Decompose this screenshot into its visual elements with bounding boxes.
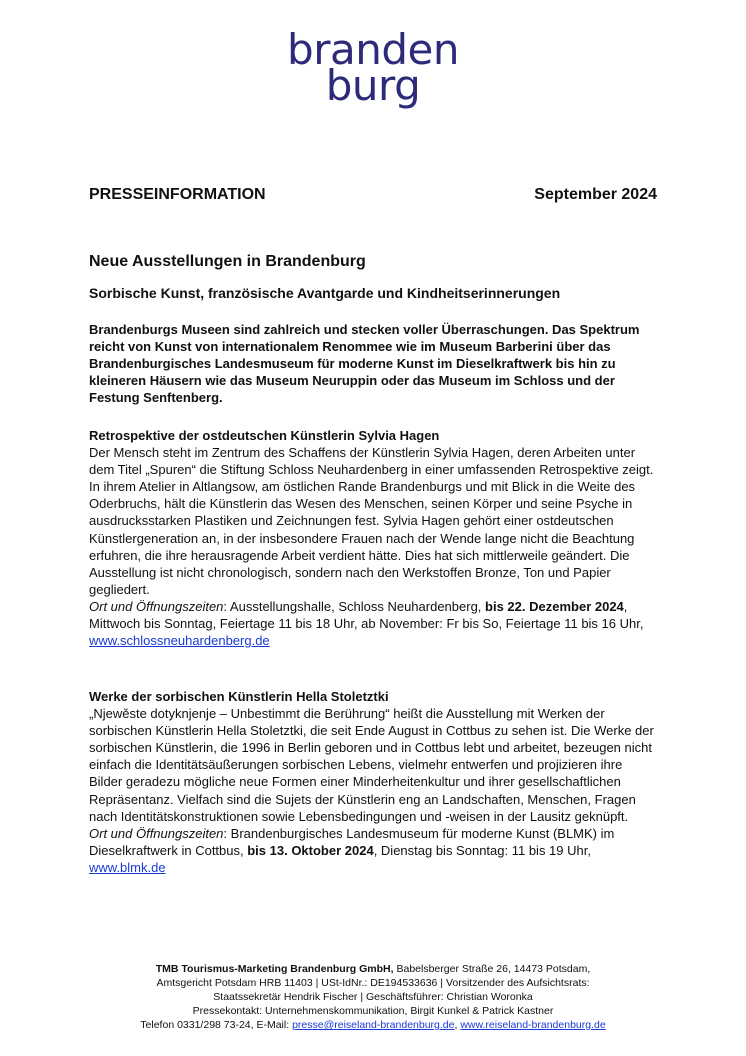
logo-line-2: burg xyxy=(325,61,421,110)
press-label: PRESSEINFORMATION xyxy=(89,186,266,203)
section-text: „Njewěste dotyknjenje – Unbestimmt die Berührung“ heißt die Ausstellung mit Werken der sorbischen Künstlerin Hella Stoletztki, die seit Ende August in Cottbus zu sehen ist. Die Werke der sorbischen Künstlerin, die 1996 in Berlin geboren und in Cottbus lebt und arbeitet, bezeugen nicht einfach die Identitätsäußerungen sorbischen Lebens, vielmehr entwerfen und projizieren ihre Bilder geradezu mögliche neue Formen einer Minderheitenkultur und ihrer gesellschaftlichen Repräsentanz. Vielfach sind die Sujets der Künstlerin eng an Landschaften, Menschen, Fragen nach Identitätskonstruktionen sowie Lebensbedingungen und -weisen in der Lausitz geknüpft. xyxy=(89,706,654,824)
info-date: bis 22. Dezember 2024 xyxy=(485,598,624,614)
footer-separator: , xyxy=(454,1019,461,1031)
info-label: Ort und Öffnungszeiten xyxy=(89,598,224,614)
brandenburg-logo xyxy=(0,25,746,110)
press-header xyxy=(89,186,657,204)
footer-company: TMB Tourismus-Marketing Brandenburg GmbH, xyxy=(155,963,394,975)
page-title: Neue Ausstellungen in Brandenburg xyxy=(89,253,366,270)
info-text-a: : Brandenburgisches Landesmuseum für moderne Kunst (BLMK) im Dieselkraftwerk in Cottbus, xyxy=(89,825,615,858)
footer-line-4: Pressekontakt: Unternehmenskommunikation, Birgit Kunkel & Patrick Kastner xyxy=(192,1005,554,1017)
footer-email-link[interactable]: presse@reiseland-brandenburg.de xyxy=(292,1019,455,1031)
section-info xyxy=(89,825,657,876)
footer-line-1 xyxy=(60,962,686,976)
section-heading: Werke der sorbischen Künstlerin Hella Stoletztki xyxy=(89,689,389,704)
website-link[interactable]: www.schlossneuhardenberg.de xyxy=(89,633,270,649)
footer-line-3: Staatssekretär Hendrik Fischer | Geschäftsführer: Christian Woronka xyxy=(213,991,533,1003)
info-label: Ort und Öffnungszeiten xyxy=(89,825,224,841)
info-text-b: , Mittwoch bis Sonntag, Feiertage 11 bis 18 Uhr, ab November: Fr bis So, Feiertage 11 bis 16 Uhr, xyxy=(89,598,644,632)
page-footer xyxy=(60,962,686,1032)
lead-paragraph xyxy=(89,321,657,406)
website-link[interactable]: www.blmk.de xyxy=(89,859,166,875)
footer-line-2: Amtsgericht Potsdam HRB 11403 | USt-IdNr.: DE194533636 | Vorsitzender des Aufsichtsrats: xyxy=(156,977,590,989)
section-heading: Retrospektive der ostdeutschen Künstlerin Sylvia Hagen xyxy=(89,428,440,443)
footer-address: Babelsberger Straße 26, 14473 Potsdam, xyxy=(393,963,591,975)
info-date: bis 13. Oktober 2024 xyxy=(247,842,374,858)
page-subtitle: Sorbische Kunst, französische Avantgarde und Kindheitserinnerungen xyxy=(89,285,561,301)
footer-website-link[interactable]: www.reiseland-brandenburg.de xyxy=(460,1019,606,1031)
lead-text: Brandenburgs Museen sind zahlreich und stecken voller Überraschungen. Das Spektrum reicht von Kunst von internationalem Renommee wie im Museum Barberini über das Brandenburgisches Landesmuseum für moderne Kunst im Dieselkraftwerk bis hin zu kleineren Häusern wie das Museum Neuruppin oder das Museum im Schloss und der Festung Senftenberg. xyxy=(89,322,640,406)
info-text-b: , Dienstag bis Sonntag: 11 bis 19 Uhr, xyxy=(373,842,591,858)
press-date: September 2024 xyxy=(534,186,657,203)
section-info xyxy=(89,598,657,649)
section-text: Der Mensch steht im Zentrum des Schaffens der Künstlerin Sylvia Hagen, deren Arbeiten unter dem Titel „Spuren“ die Stiftung Schloss Neuhardenberg in einer umfassenden Retrospektive zeigt. In ihrem Atelier in Altlangsow, am östlichen Rande Brandenburgs und mit Blick in die Weite des Oderbruchs, hält die Künstlerin das Wesen des Menschen, seinen Körper und seine Psyche in ausdrucksstarken Plastiken und Zeichnungen fest. Sylvia Hagen gehört einer ostdeutschen Künstlergeneration an, in der insbesondere Frauen nach der Wende lange nicht die Beachtung erfuhren, die ihre herausragende Arbeit verdient hätte. Dies hat sich mittlerweile geändert. Die Ausstellung ist nicht chronologisch, sondern nach den Werkstoffen Bronze, Ton und Papier gegliedert. xyxy=(89,445,654,597)
info-text-a: : Ausstellungshalle, Schloss Neuhardenberg, xyxy=(223,598,486,614)
logo-line-1: branden xyxy=(287,25,459,74)
section-sylvia-hagen xyxy=(89,427,657,649)
footer-line-5 xyxy=(60,1018,686,1032)
footer-phone: Telefon 0331/298 73-24, E-Mail: xyxy=(140,1019,293,1031)
section-hella-stoletztki xyxy=(89,688,657,876)
